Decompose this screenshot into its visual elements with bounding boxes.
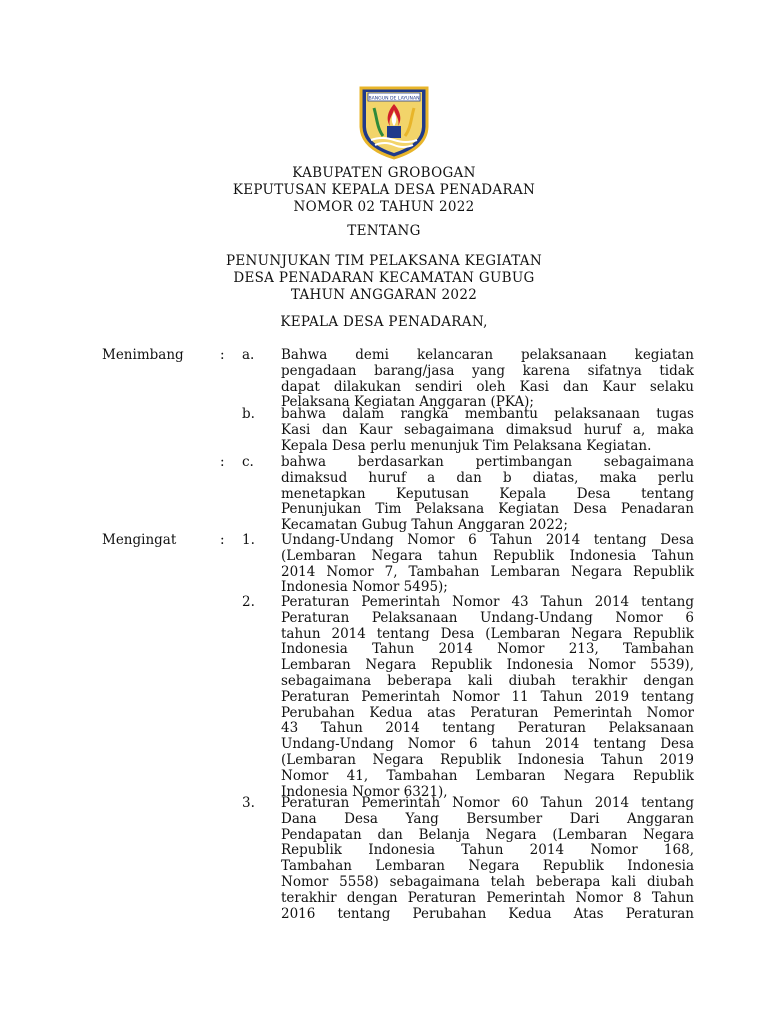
mengingat-item-2-text: Peraturan Pemerintah Nomor 43 Tahun 2014 tentang Peraturan Pelaksanaan Undang-Undang Nomor 6 tahun 2014 tentang Desa (Lembaran Negara Republik Indonesia Tahun 2014 Nomor 213, Tambahan Lembaran Negara Republik Indonesia Nomor 5539), sebagaimana beberapa kali diubah terakhir dengan Peraturan Pemerintah Nomor 11 Tahun 2019 tentang Perubahan Kedua atas Peraturan Pemerintah Nomor 43 Tahun 2014 tentang Peraturan Pelaksanaan Undang-Undang Nomor 6 tahun 2014 tentang Desa (Lembaran Negara Republik Indonesia Tahun 2019 Nomor 41, Tambahan Lembaran Negara Republik Indonesia Nomor 6321), <box>281 594 694 800</box>
mengingat-item-3-text: Peraturan Pemerintah Nomor 60 Tahun 2014 tentang Dana Desa Yang Bersumber Dari Anggaran Pendapatan dan Belanja Negara (Lembaran Negara Republik Indonesia Tahun 2014 Nomor 168, Tambahan Lembaran Negara Republik Indonesia Nomor 5558) sebagaimana telah beberapa kali diubah terakhir dengan Peraturan Pemerintah Nomor 8 Tahun 2016 tentang Perubahan Kedua Atas Peraturan <box>281 795 694 922</box>
menimbang-label: Menimbang <box>102 347 184 363</box>
menimbang-item-b-text: bahwa dalam rangka membantu pelaksanaan tugas Kasi dan Kaur sebagaimana dimaksud huruf a, maka Kepala Desa perlu menunjuk Tim Pelaksana Kegiatan. <box>281 406 694 454</box>
subject-line-1: PENUNJUKAN TIM PELAKSANA KEGIATAN <box>226 253 542 269</box>
document-page: BANGUN DE LAYUNAN KABUPATEN GROBOGAN KEPUTUSAN KEPALA DESA PENADARAN NOMOR 02 TAHUN 2022 TENTANG PENUNJUKAN TIM PELAKSANA KEGIATAN DESA PENADARAN KECAMATAN GUBUG TAHUN ANGGARAN 2022 KEPALA DESA PENADARAN, Menimbang : a. Bahwa demi kelancaran pelaksanaan kegiatan pengadaan barang/jasa yang karena sifatnya tidak dapat dilakukan sendiri oleh Kasi dan Kaur selaku Pelaksana Kegiatan Anggaran (PKA); b. bahwa dalam rangka membantu pelaksanaan tugas Kasi dan Kaur sebagaimana dimaksud huruf a, maka Kepala Desa perlu menunjuk Tim Pelaksana Kegiatan. : c. bahwa berdasarkan pertimbangan sebagaimana dimaksud huruf a dan b diatas, maka perlu menetapkan Keputusan Kepala Desa tentang Penunjukan Tim Pelaksana Kegiatan Desa Penadaran Kecamatan Gubug Tahun Anggaran 2022; Mengingat : 1. Undang-Undang Nomor 6 Tahun 2014 tentang Desa (Lembaran Negara tahun Republik Indonesia Tahun 2014 Nomor 7, Tambahan Lembaran Negara Republik Indonesia Nomor 5495); 2. Peraturan Pemerintah Nomor 43 Tahun 2014 tentang Peraturan Pelaksanaan Undang-Undang Nomor 6 tahun 2014 tentang Desa (Lembaran Negara Republik Indonesia Tahun 2014 Nomor 213, Tambahan Lembaran Negara Republik Indonesia Nomor 5539), sebagaimana beberapa kali diubah terakhir dengan Peraturan Pemerintah Nomor 11 Tahun 2019 tentang Perubahan Kedua atas Peraturan Pemerintah Nomor 43 Tahun 2014 tentang Peraturan Pelaksanaan Undang-Undang Nomor 6 tahun 2014 tentang Desa (Lembaran Negara Republik Indonesia Tahun 2019 Nomor 41, Tambahan Lembaran Negara Republik Indonesia Nomor 6321), 3. Peraturan Pemerintah Nomor 60 Tahun 2014 tentang Dana Desa Yang Bersumber Dari Anggaran Pendapatan dan Belanja Negara (Lembaran Negara Republik Indonesia Tahun 2014 Nomor 168, Tambahan Lembaran Negara Republik Indonesia Nomor 5558) sebagaimana telah beberapa kali diubah terakhir dengan Peraturan Pemerintah Nomor 8 Tahun 2016 tentang Perubahan Kedua Atas Peraturan <box>0 0 768 1024</box>
tentang-heading: TENTANG <box>347 223 421 239</box>
header-block <box>0 165 768 216</box>
header-line-regency: KABUPATEN GROBOGAN <box>292 165 476 181</box>
subject-line-3: TAHUN ANGGARAN 2022 <box>290 287 478 303</box>
menimbang-item-c-text: bahwa berdasarkan pertimbangan sebagaimana dimaksud huruf a dan b diatas, maka perlu menetapkan Keputusan Kepala Desa tentang Penunjukan Tim Pelaksana Kegiatan Desa Penadaran Kecamatan Gubug Tahun Anggaran 2022; <box>281 454 694 534</box>
menimbang-item-a-text: Bahwa demi kelancaran pelaksanaan kegiatan pengadaan barang/jasa yang karena sifatnya tidak dapat dilakukan sendiri oleh Kasi dan Kaur selaku Pelaksana Kegiatan Anggaran (PKA); <box>281 347 694 411</box>
subject-block <box>0 253 768 304</box>
mengingat-item-1-text: Undang-Undang Nomor 6 Tahun 2014 tentang Desa (Lembaran Negara tahun Republik Indonesia Tahun 2014 Nomor 7, Tambahan Lembaran Negara Republik Indonesia Nomor 5495); <box>281 532 694 596</box>
header-line-number: NOMOR 02 TAHUN 2022 <box>293 199 475 215</box>
signatory-heading: KEPALA DESA PENADARAN, <box>280 314 488 330</box>
mengingat-label: Mengingat <box>102 532 177 548</box>
mengingat-colon: : <box>220 532 225 548</box>
subject-line-2: DESA PENADARAN KECAMATAN GUBUG <box>233 270 535 286</box>
menimbang-colon: : <box>220 347 225 363</box>
grobogan-crest-icon <box>357 82 431 160</box>
header-line-decree: KEPUTUSAN KEPALA DESA PENADARAN <box>232 182 536 198</box>
crest-banner-text: BANGUN DE LAYUNAN <box>368 96 420 102</box>
